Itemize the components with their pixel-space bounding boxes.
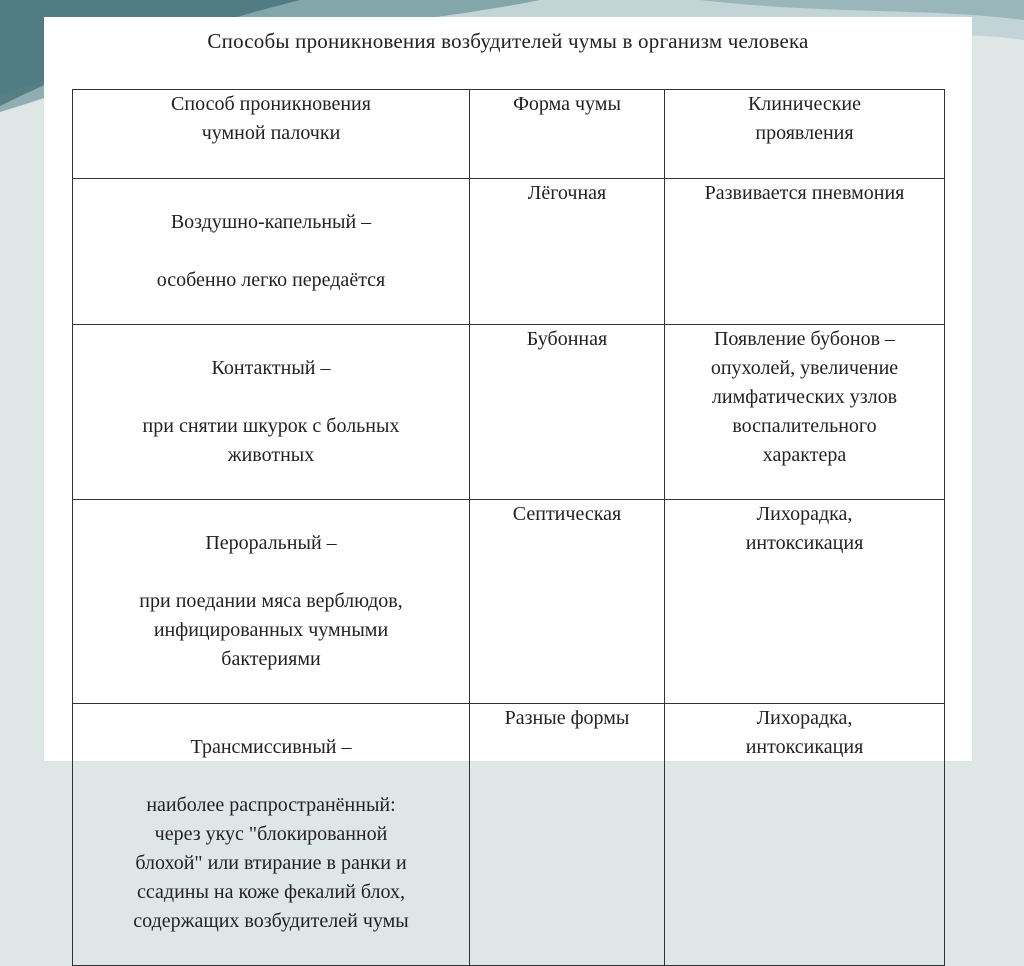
table-row — [73, 179, 945, 325]
route-title: Контактный – — [211, 357, 331, 379]
form-cell: Септическая — [470, 500, 665, 704]
route-description: при снятии шкурок с больных животных — [142, 415, 400, 466]
form-cell: Бубонная — [470, 325, 665, 500]
plague-transmission-table — [72, 89, 945, 966]
manifestations-cell: Лихорадка, интоксикация — [665, 500, 945, 704]
document-sheet — [44, 17, 972, 932]
route-description: наиболее распространённый: через укус "блокированной блохой" или втирание в ранки и ссадины на коже фекалий блох, содержащих возбудителей чумы — [133, 794, 409, 932]
manifestations-cell: Развивается пневмония — [665, 179, 945, 325]
route-cell — [73, 704, 470, 966]
document-title: Способы проникновения возбудителей чумы в организм человека — [207, 29, 809, 53]
table-row — [73, 704, 945, 966]
route-cell — [73, 500, 470, 704]
manifestations-cell: Появление бубонов – опухолей, увеличение лимфатических узлов воспалительного характера — [665, 325, 945, 500]
route-title: Пероральный – — [205, 532, 337, 554]
route-cell — [73, 179, 470, 325]
route-title: Трансмиссивный – — [190, 736, 352, 758]
table-row — [73, 500, 945, 704]
form-cell: Лёгочная — [470, 179, 665, 325]
route-description: при поедании мяса верблюдов, инфицированных чумными бактериями — [139, 590, 403, 670]
header-route: Способ проникновения чумной палочки — [73, 90, 470, 179]
manifestations-cell: Лихорадка, интоксикация — [665, 704, 945, 966]
route-description: особенно легко передаётся — [156, 269, 386, 291]
route-title: Воздушно-капельный – — [170, 211, 372, 233]
header-manifestations: Клинические проявления — [665, 90, 945, 179]
form-cell: Разные формы — [470, 704, 665, 966]
table-row — [73, 325, 945, 500]
header-form: Форма чумы — [470, 90, 665, 179]
route-cell — [73, 325, 470, 500]
table-header-row — [73, 90, 945, 179]
